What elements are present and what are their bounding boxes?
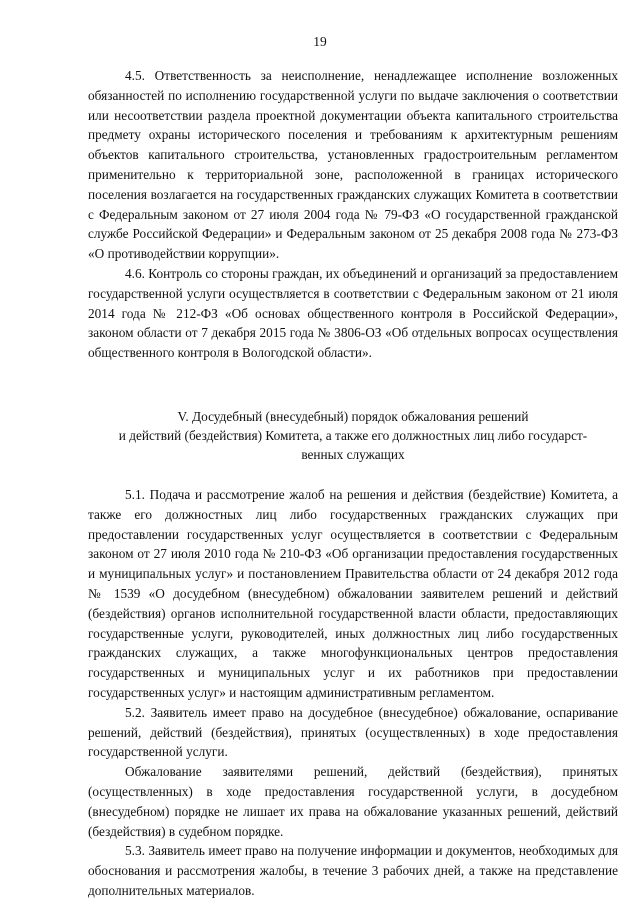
paragraph-5-2-appeal: Обжалование заявителями решений, действий (бездействия), принятых (осуществленных) в ходе предоставления государственной услуги, в досудебном (внесудебном) порядке не лишает их права на обжалование указанных решений, действий (бездействия) в судебном порядке.: [88, 764, 618, 839]
section-5-heading-line-2: и действий (бездействия) Комитета, а также его должностных лиц либо государст-: [118, 427, 588, 443]
page-number: 19: [313, 34, 327, 49]
paragraph-5-1: 5.1. Подача и рассмотрение жалоб на решения и действия (бездействие) Комитета, а также его должностных лиц либо государственных гражданских служащих при предоставлении государственных услуг осуществляется в соответствии с Федеральным законом от 27 июля 2010 года № 210-ФЗ «Об организации предоставления государственных и муниципальных услуг» и постановлением Правительства области от 24 декабря 2012 года № 1539 «О досудебном (внесудебном) обжаловании заявителем решений и действий (бездействия) органов исполнительной государственной власти области, предоставляющих государственные услуги, руководителей, иных должностных лиц либо государственных гражданских служащих, а также многофункциональных центров предоставления государственных и муниципальных услуг и их работников при предоставлении государственных услуг» и настоящим административным регламентом.: [88, 486, 618, 700]
section-5-heading: [88, 407, 618, 464]
document-body: [88, 66, 618, 901]
section-5-heading-line-3: венных служащих: [301, 446, 405, 462]
paragraph-4-5: 4.5. Ответственность за неисполнение, ненадлежащее исполнение возложенных обязанностей по исполнению государственной услуги по выдаче заключения о соответствии или несоответствии раздела проектной документации объекта капитального строительства предмету охраны исторического поселения и требованиям к архитектурным решениям объектов капитального строительства, установленных градостроительным регламентом применительно к территориальной зоне, расположенной в границах исторического поселения возлагается на государственных гражданских служащих Комитета в соответствии с Федеральным законом от 27 июля 2004 года № 79-ФЗ «О государственной гражданской службе Российской Федерации» и Федеральным законом от 25 декабря 2008 года № 273-ФЗ «О противодействии коррупции».: [88, 68, 618, 262]
paragraph-5-3: 5.3. Заявитель имеет право на получение информации и документов, необходимых для обоснования и рассмотрения жалобы, в течение 3 рабочих дней, а также на представление дополнительных материалов.: [88, 843, 618, 898]
paragraph-5-2: 5.2. Заявитель имеет право на досудебное (внесудебное) обжалование, оспаривание решений, действий (бездействия), принятых (осуществленных) в ходе предоставления государственной услуги.: [88, 704, 618, 760]
section-5-heading-line-1: V. Досудебный (внесудебный) порядок обжалования решений: [177, 408, 529, 424]
paragraph-4-6: 4.6. Контроль со стороны граждан, их объединений и организаций за предоставлением государственной услуги осуществляется в соответствии с Федеральным законом от 21 июля 2014 года № 212-ФЗ «Об основах общественного контроля в Российской Федерации», законом области от 7 декабря 2015 года № 3806-ОЗ «Об отдельных вопросах осуществления общественного контроля в Вологодской области».: [88, 265, 618, 361]
